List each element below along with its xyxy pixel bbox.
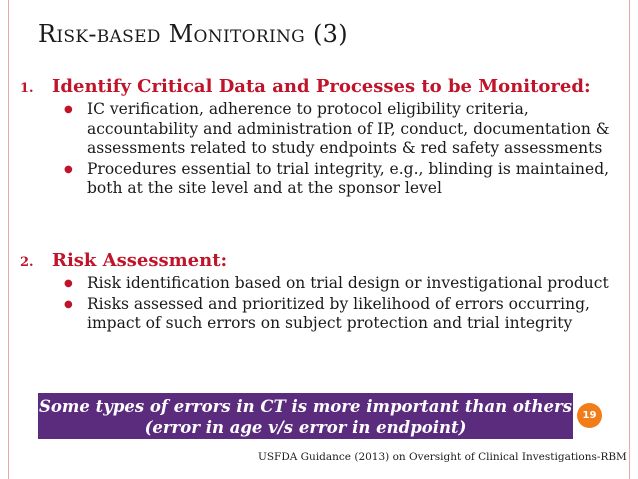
footnote: USFDA Guidance (2013) on Oversight of Clinical Investigations-RBM bbox=[258, 451, 627, 463]
bullet-list bbox=[20, 274, 620, 334]
section-risk-assessment bbox=[20, 250, 620, 335]
slide-title: RISK-BASED MONITORING (3) bbox=[38, 20, 348, 48]
callout-line-2: (error in age v/s error in endpoint) bbox=[144, 418, 467, 437]
section-critical-data bbox=[20, 76, 620, 200]
list-item: ● IC verification, adherence to protocol eligibility criteria, accountability and administration of IP, conduct, documentation & assessments related to study endpoints & red safety assessments bbox=[64, 100, 610, 157]
section-title: Identify Critical Data and Processes to be Monitored: bbox=[52, 76, 591, 97]
page-number-badge: 19 bbox=[577, 403, 602, 428]
section-title: Risk Assessment: bbox=[52, 250, 228, 271]
section-heading bbox=[20, 250, 620, 271]
list-item: ● Procedures essential to trial integrity, e.g., blinding is maintained, both at the site level and at the sponsor level bbox=[64, 159, 610, 197]
list-item: ● Risk identification based on trial design or investigational product bbox=[64, 274, 609, 292]
bullet-icon: ● bbox=[64, 104, 73, 115]
section-number: 1. bbox=[20, 81, 34, 96]
list-item: ● Risks assessed and prioritized by likelihood of errors occurring, impact of such errors on subject protection and trial integrity bbox=[64, 294, 590, 332]
section-number: 2. bbox=[20, 255, 34, 270]
bullet-icon: ● bbox=[64, 298, 73, 310]
bullet-icon: ● bbox=[64, 163, 73, 175]
frame-line-left bbox=[8, 0, 9, 479]
bullet-icon: ● bbox=[64, 278, 73, 289]
callout-box bbox=[38, 393, 573, 439]
callout-line-1: Some types of errors in CT is more important than others bbox=[38, 397, 573, 416]
bullet-list bbox=[20, 100, 620, 199]
frame-line-right bbox=[629, 0, 630, 479]
section-heading bbox=[20, 76, 620, 97]
